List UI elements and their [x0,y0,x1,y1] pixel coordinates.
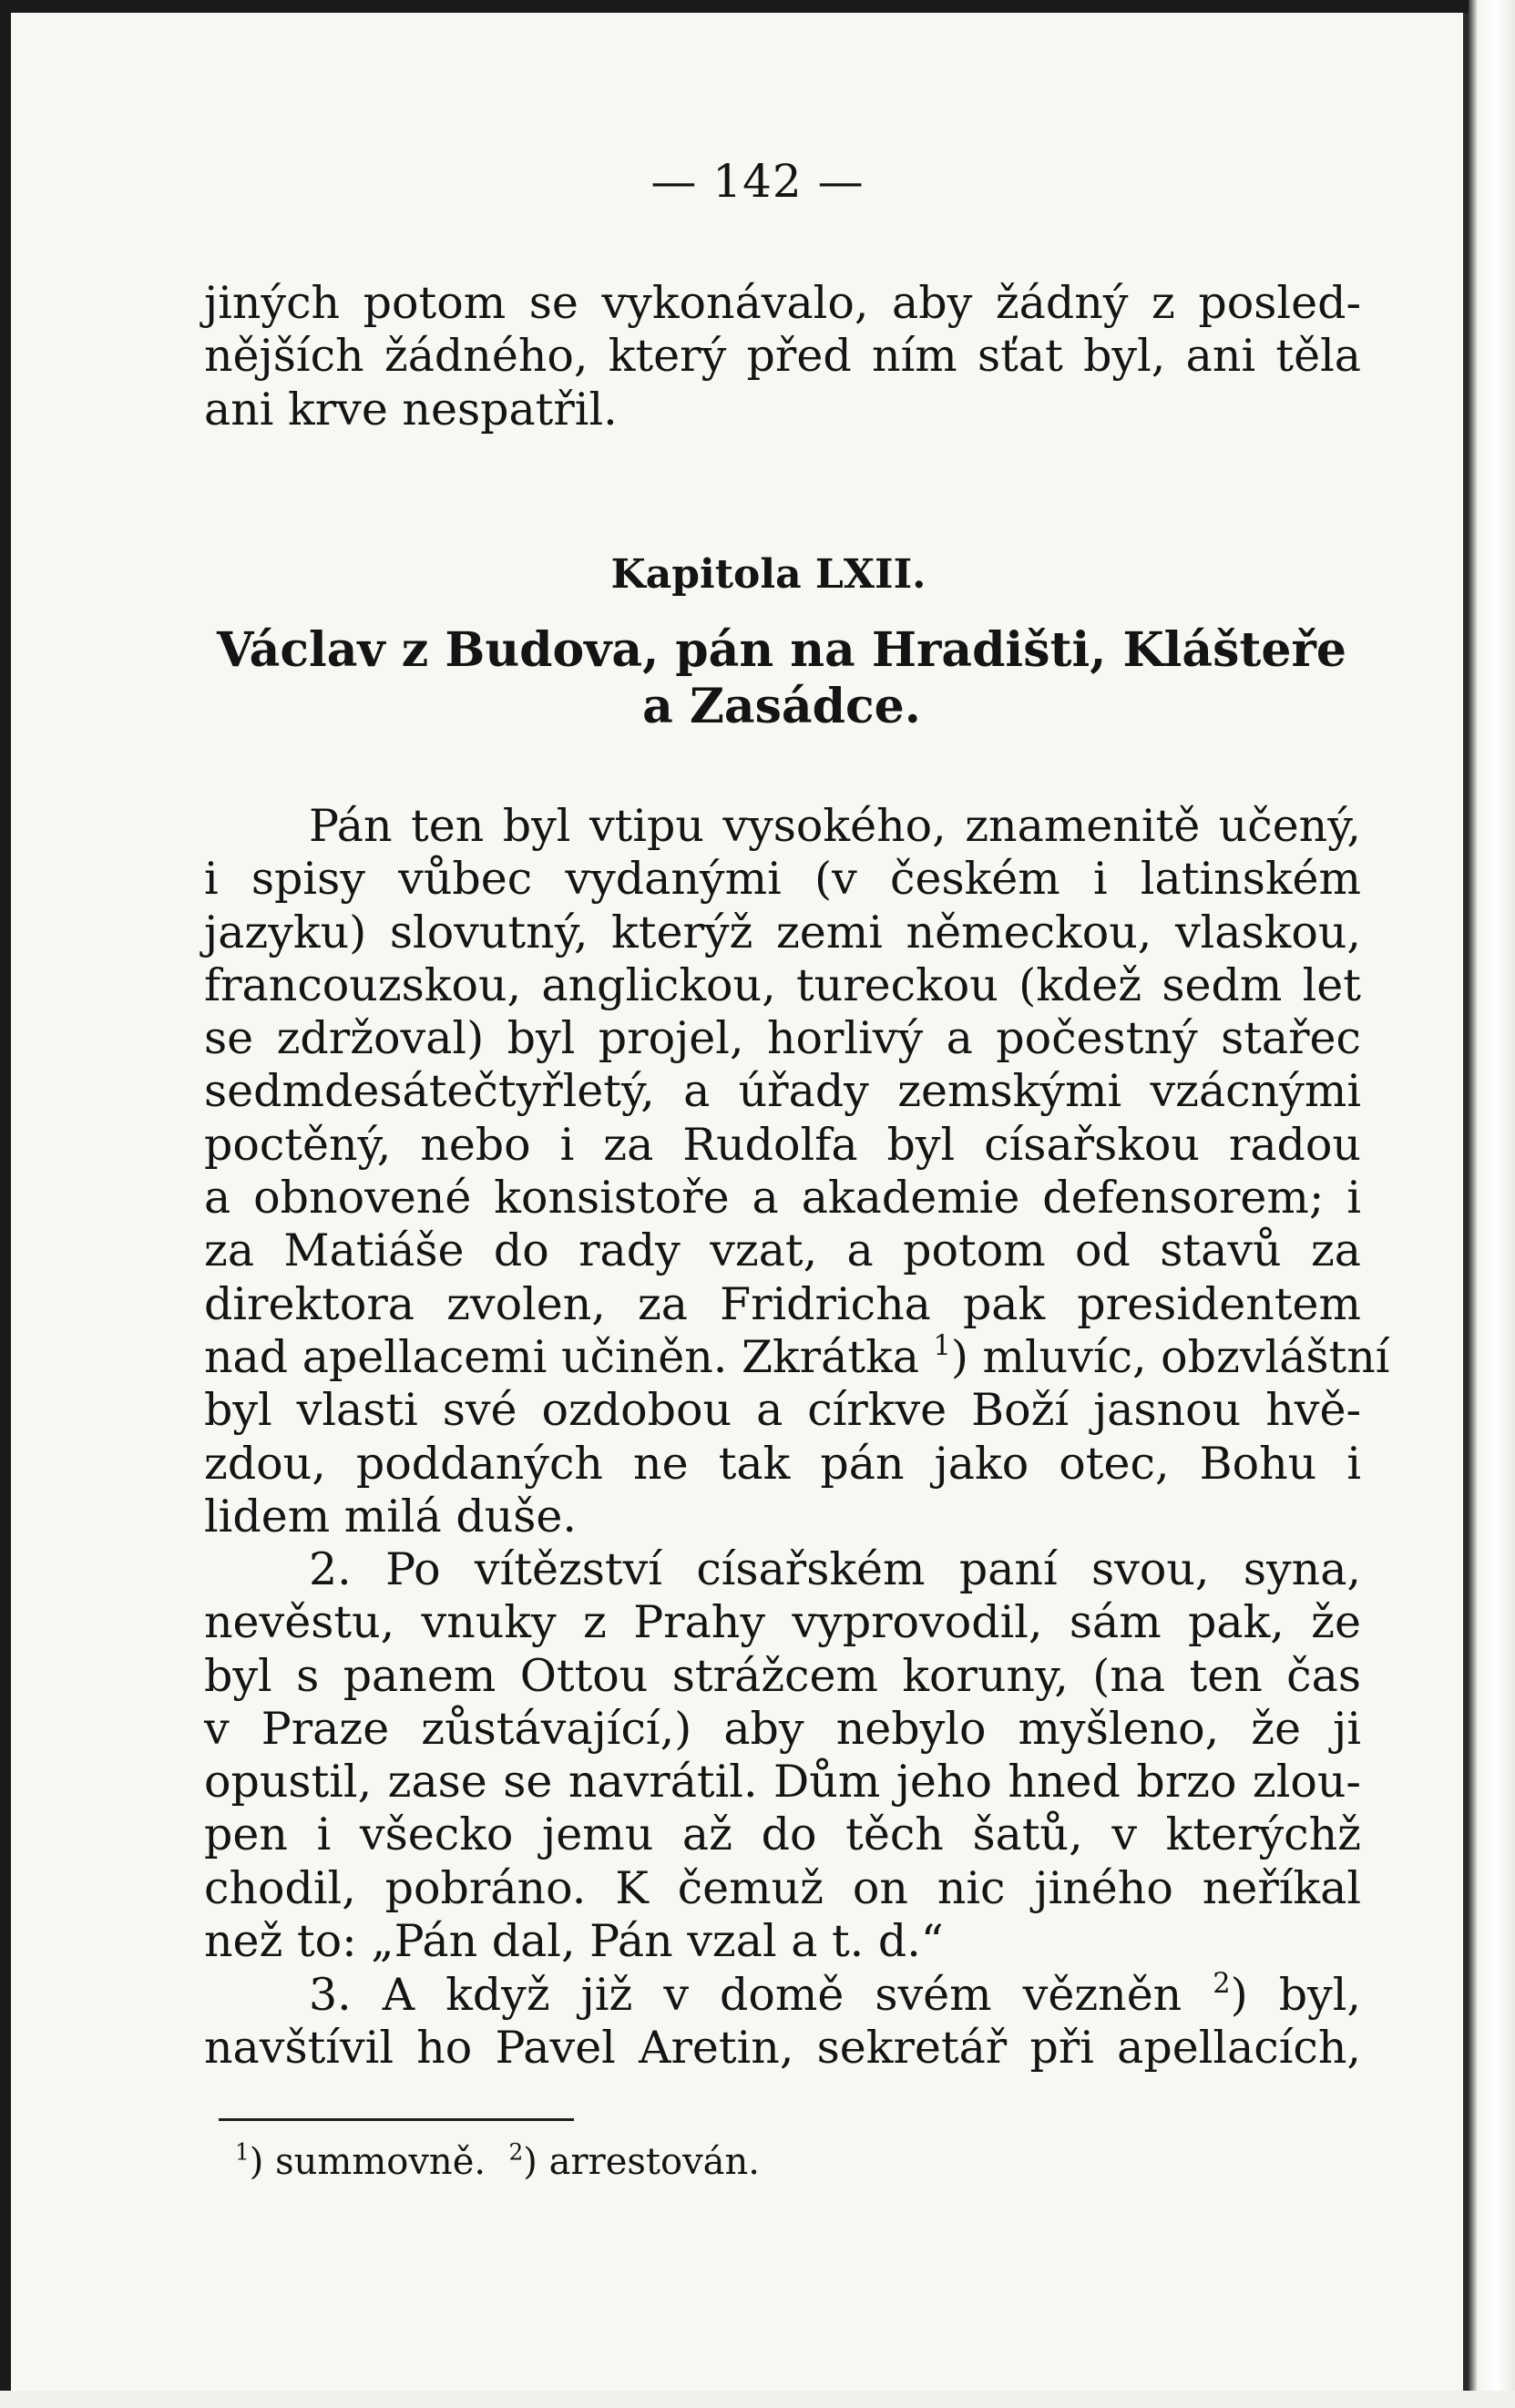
footnote-divider [219,2118,574,2121]
footnote-mark: 1 [235,2138,250,2166]
text-line: 2. Po vítězství císařském paní svou, syna, [309,1543,1361,1595]
text-line: jazyku) slovutný, kterýž zemi německou, vlaskou, [204,906,1361,958]
footnotes [235,2139,760,2185]
chapter-title [202,622,1361,735]
text-line: zdou, poddaných ne tak pán jako otec, Bohu i [204,1437,1361,1490]
chapter-title-line: a Zasádce. [642,679,921,734]
text-line: v Praze zůstávající,) aby nebylo myšleno, že ji [204,1702,1361,1755]
footnote-text: ) summovně. [249,2141,486,2183]
text-line: i spisy vůbec vydanými (v českém i latinském [204,853,1361,906]
text-line: za Matiáše do rady vzat, a potom od stavů za [204,1224,1361,1277]
footnote-mark: 1 [933,1330,951,1363]
text-line: opustil, zase se navrátil. Dům jeho hned brzo zlou- [204,1756,1361,1809]
text-line-with-note [204,1330,1390,1384]
text-line: byl vlasti své ozdobou a církve Boží jasnou hvě- [204,1384,1361,1437]
text-line: direktora zvolen, za Fridricha pak presidentem [204,1277,1361,1330]
text-fragment: 3. A když již v domě svém vězněn [309,1969,1182,2021]
text-fragment: ) mluvíc, obzvláštní [950,1330,1390,1383]
text-line: Pán ten byl vtipu vysokého, znamenitě učený, [309,800,1361,852]
text-fragment: ) byl, [1230,1969,1361,2021]
paragraph-continuation [204,277,1361,436]
text-line: pen i všecko jemu až do těch šatů, v kterýchž [204,1809,1361,1861]
text-line: lidem milá duše. [204,1490,577,1542]
text-line: nějších žádného, který před ním sťat byl, ani těla [204,330,1361,383]
text-line: sedmdesátečtyřletý, a úřady zemskými vzácnými [204,1065,1361,1118]
footnote-mark: 2 [508,2138,524,2166]
footnote-mark: 2 [1213,1968,1231,2001]
text-line-with-note [204,1969,1361,2022]
text-line: francouzskou, anglickou, tureckou (kdež sedm let [204,958,1361,1011]
text-line: než to: „Pán dal, Pán vzal a t. d.“ [204,1915,944,1968]
text-line: nevěstu, vnuky z Prahy vyprovodil, sám pak, že [204,1596,1361,1649]
paragraph-2 [204,1543,1361,1968]
text-line: jiných potom se vykonávalo, aby žádný z posled- [204,277,1361,329]
page-edge-right [1469,0,1515,2408]
chapter-label: Kapitola LXII. [610,551,926,598]
text-line: poctěný, nebo i za Rudolfa byl císařskou radou [204,1118,1361,1171]
page-edge-bottom [0,2391,1515,2408]
text-line: ani krve nespatřil. [204,383,618,435]
chapter-title-line: Václav z Budova, pán na Hradišti, Klášteře [217,622,1346,678]
text-line: navštívil ho Pavel Aretin, sekretář při apellacích, [204,2022,1361,2075]
text-fragment: nad apellacemi učiněn. Zkrátka [204,1330,919,1383]
footnote-text: ) arrestován. [523,2141,760,2183]
text-line: byl s panem Ottou strážcem koruny, (na ten čas [204,1649,1361,1702]
paragraph-3 [204,1969,1361,2075]
page-number: — 142 — [650,155,865,208]
text-line: a obnovené konsistoře a akademie defensorem; i [204,1172,1361,1224]
text-line: chodil, pobráno. K čemuž on nic jiného neříkal [204,1861,1361,1914]
paragraph-1 [204,800,1390,1543]
text-line: se zdržoval) byl projel, horlivý a počestný stařec [204,1012,1361,1065]
